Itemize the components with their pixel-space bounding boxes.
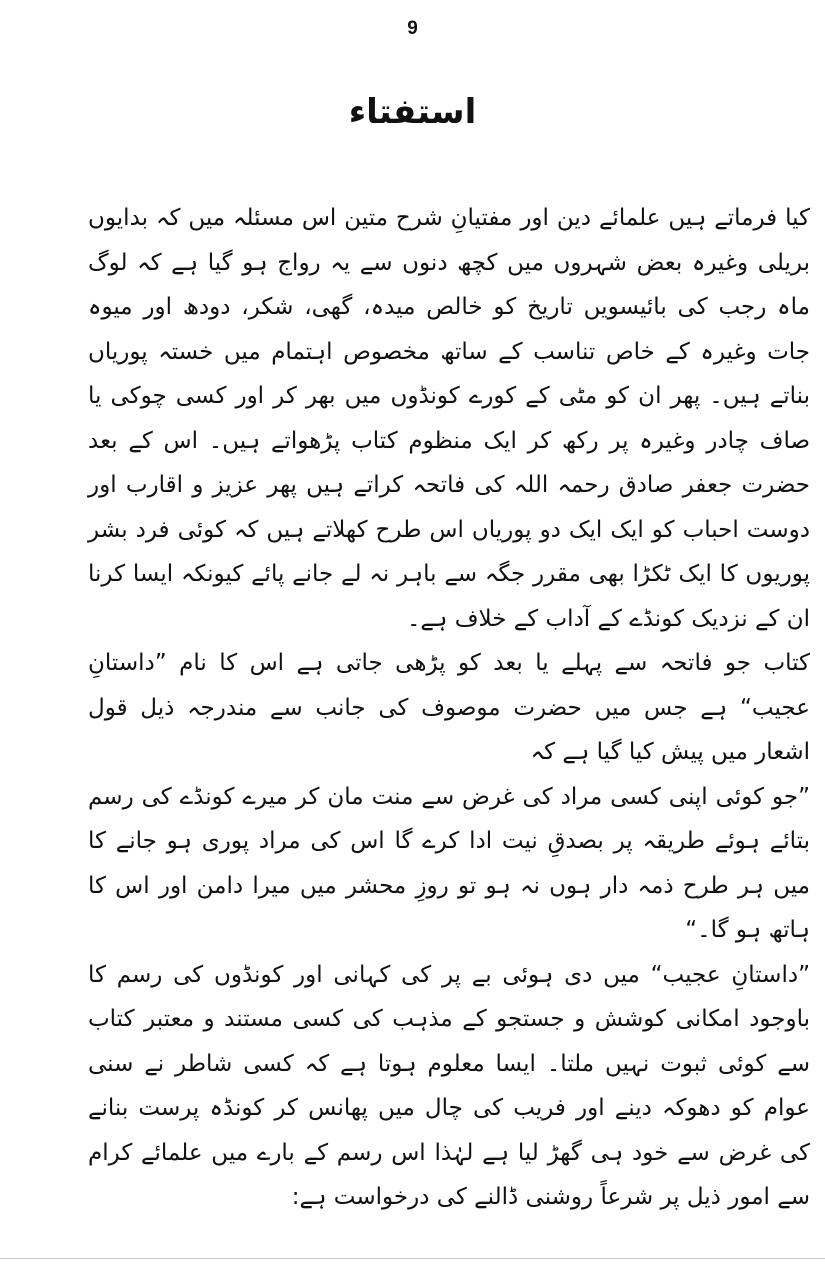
paragraph-request: ”داستانِ عجیب“ میں دی ہوئی بے پر کی کہانی اور کونڈوں کی رسم کا باوجود امکانی کوشش و جستجو کے مذہب کی کسی مستند و معتبر کتاب سے کوئی ثبوت نہیں ملتا۔ ایسا معلوم ہوتا ہے کہ کسی شاطر نے سنی عوام کو دھوکہ دینے اور فریب کی چال میں پھانس کر کونڈہ پرست بنانے کی غرض سے خود ہی گھڑ لیا ہے لہٰذا اس رسم کے بارے میں علمائے کرام سے امور ذیل پر شرعاً روشنی ڈالنے کی درخواست ہے: (88, 961, 810, 1210)
paragraph-book: کتاب جو فاتحہ سے پہلے یا بعد کو پڑھی جاتی ہے اس کا نام ”داستانِ عجیب“ ہے جس میں حضرت موصوف کی جانب سے مندرجہ ذیل قول اشعار میں پیش کیا گیا ہے کہ (88, 650, 810, 765)
paragraph-quote: ”جو کوئی اپنی کسی مراد کی غرض سے منت مان کر میرے کونڈے کی رسم بتائے ہوئے طریقہ پر بصدقِ نیت ادا کرے گا اس کی مراد پوری ہو جانے کا میں ہر طرح ذمہ دار ہوں نہ ہو تو روزِ محشر میں میرا دامن اور اس کا ہاتھ ہو گا۔“ (88, 783, 810, 943)
page-bottom-rule (0, 1258, 825, 1259)
body-text (88, 196, 810, 1220)
paragraph-question: کیا فرماتے ہیں علمائے دین اور مفتیانِ شرح متین اس مسئلہ میں کہ بدایوں بریلی وغیرہ بعض شہروں میں کچھ دنوں سے یہ رواج ہو گیا ہے کہ لوگ ماہ رجب کی بائیسویں تاریخ کو خالص میدہ، گھی، شکر، دودھ اور میوہ جات وغیرہ کے خاص تناسب کے ساتھ مخصوص اہتمام میں خستہ پوریاں بناتے ہیں۔ پھر ان کو مٹی کے کورے کونڈوں میں بھر کر اور کسی چوکی یا صاف چادر وغیرہ پر رکھ کر ایک منظوم کتاب پڑھواتے ہیں۔ اس کے بعد حضرت جعفر صادق رحمہ اللہ کی فاتحہ کراتے ہیں پھر عزیز و اقارب اور دوست احباب کو ایک ایک دو پوریاں اس طرح کھلاتے ہیں کہ کوئی فرد بشر پوریوں کا ایک ٹکڑا بھی مقرر جگہ سے باہر نہ لے جانے پائے کیونکہ ایسا کرنا ان کے نزدیک کونڈے کے آداب کے خلاف ہے۔ (88, 205, 810, 632)
page-title: استفتاء (348, 92, 477, 132)
page-number: 9 (407, 18, 418, 39)
